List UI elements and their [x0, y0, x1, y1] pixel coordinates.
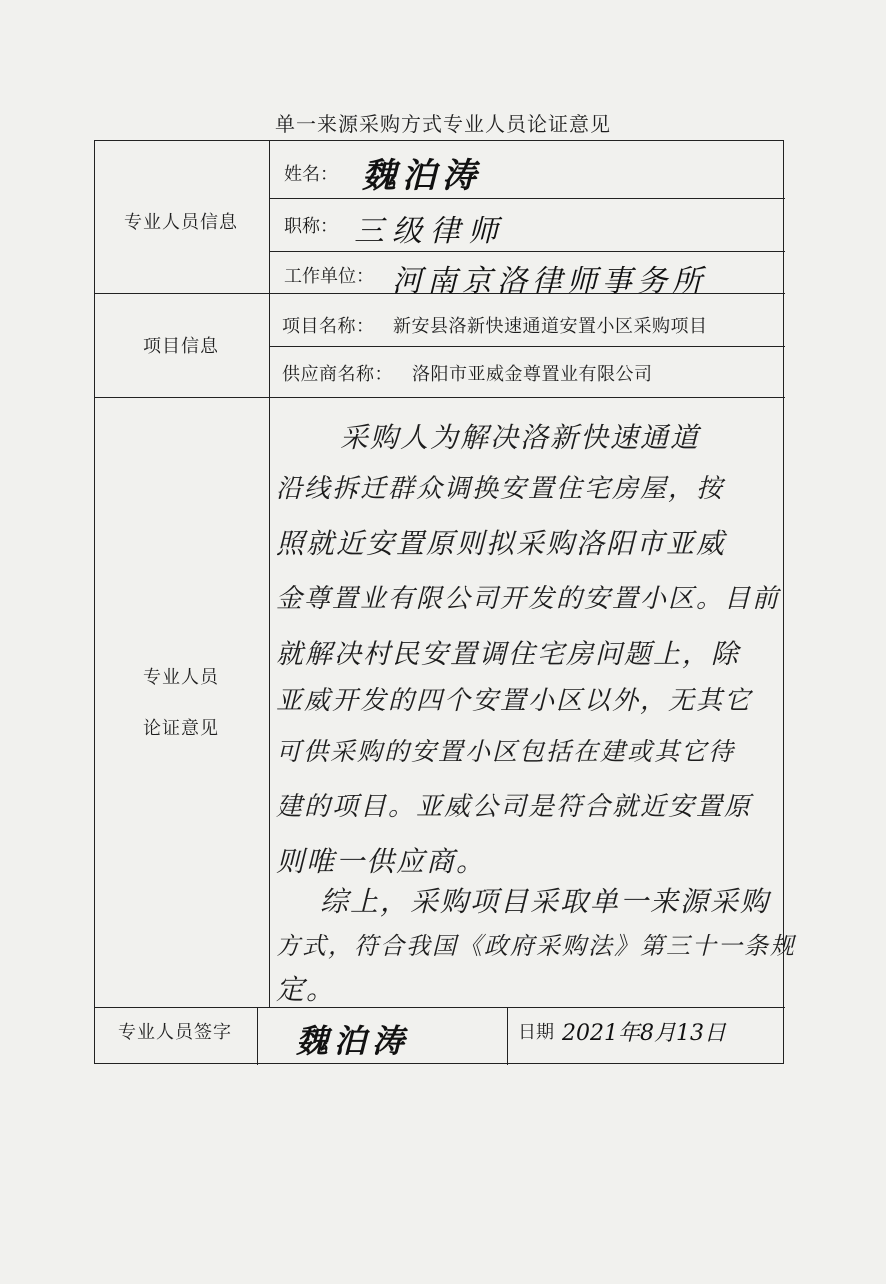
- name-handwritten: 魏泊涛: [362, 156, 482, 196]
- supplier-value: 洛阳市亚威金尊置业有限公司: [412, 364, 653, 385]
- row-divider: [95, 1007, 785, 1008]
- opinion-label-line1: 专业人员: [143, 667, 219, 688]
- opinion-line: 定。: [276, 973, 337, 1006]
- opinion-line: 就解决村民安置调住宅房问题上，除: [276, 639, 740, 670]
- signature-label: 专业人员签字: [118, 1022, 232, 1043]
- row-divider: [269, 198, 785, 199]
- column-divider: [257, 1007, 258, 1065]
- unit-handwritten: 河南京洛律师事务所: [392, 264, 707, 299]
- date-handwritten: 2021年8月13日: [562, 1021, 726, 1046]
- opinion-line: 综上，采购项目采取单一来源采购: [320, 885, 771, 918]
- opinion-line: 可供采购的安置小区包括在建或其它待: [276, 737, 736, 766]
- title-handwritten: 三级律师: [354, 214, 506, 249]
- supplier-label: 供应商名称：: [282, 364, 393, 385]
- title-label: 职称：: [284, 216, 338, 237]
- opinion-line: 则唯一供应商。: [276, 845, 487, 878]
- row-divider: [269, 251, 785, 252]
- project-info-label: 项目信息: [143, 336, 219, 357]
- opinion-label-line2: 论证意见: [143, 718, 219, 739]
- opinion-line: 亚威开发的四个安置小区以外，无其它: [276, 686, 753, 716]
- project-name-label: 项目名称：: [282, 316, 375, 337]
- opinion-line: 金尊置业有限公司开发的安置小区。目前: [276, 584, 781, 614]
- name-label: 姓名：: [284, 164, 338, 185]
- column-divider: [507, 1007, 508, 1065]
- row-divider: [269, 346, 785, 347]
- document-title: 单一来源采购方式专业人员论证意见: [275, 112, 611, 136]
- opinion-line: 建的项目。亚威公司是符合就近安置原: [276, 792, 753, 822]
- row-divider: [95, 397, 785, 398]
- column-divider: [269, 141, 270, 1007]
- project-name-value: 新安县洛新快速通道安置小区采购项目: [393, 316, 708, 337]
- opinion-line: 方式，符合我国《政府采购法》第三十一条规: [276, 932, 796, 960]
- personal-info-label: 专业人员信息: [124, 212, 238, 233]
- unit-label: 工作单位：: [284, 266, 374, 287]
- opinion-line: 照就近安置原则拟采购洛阳市亚威: [276, 527, 727, 560]
- opinion-line: 沿线拆迁群众调换安置住宅房屋，按: [276, 474, 725, 504]
- opinion-line: 采购人为解决洛新快速通道: [340, 421, 701, 454]
- signature-handwritten: 魏泊涛: [296, 1022, 411, 1060]
- date-label: 日期: [518, 1022, 554, 1043]
